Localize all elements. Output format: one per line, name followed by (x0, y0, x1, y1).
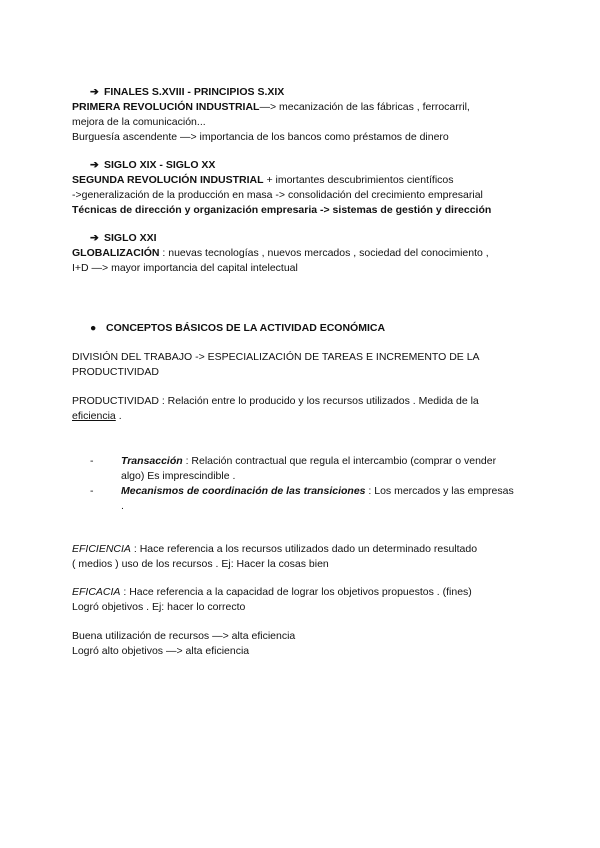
eficiencia-block (72, 542, 532, 572)
list-item (72, 454, 532, 484)
productividad-end: . (115, 410, 122, 422)
list-item (72, 484, 532, 514)
list-item-line (121, 484, 514, 499)
mass-production-line: ->generalización de la producción en masa -> consolidación del crecimiento empresarial (72, 189, 483, 201)
second-revolution-line (72, 173, 532, 188)
section-header-text: FINALES S.XVIII - PRINCIPIOS S.XIX (104, 86, 285, 98)
eficacia-block (72, 585, 532, 615)
arrow-icon: ➔ (90, 86, 99, 98)
eficiencia-desc: : Hace referencia a los recursos utilizados dado un determinado resultado (130, 543, 478, 555)
eficacia-line1 (72, 585, 532, 600)
concepts-title-row (72, 321, 532, 336)
eficiencia-line2: ( medios ) uso de los recursos . Ej: Hacer la cosas bien (72, 558, 329, 570)
section-s21 (72, 231, 532, 276)
section-header-text: SIGLO XXI (104, 232, 157, 244)
summary-line1: Buena utilización de recursos —> alta eficiencia (72, 630, 296, 642)
mecanismos-cont: . (121, 500, 124, 512)
section-s18-s19 (72, 85, 532, 145)
transaccion-cont: algo) Es imprescindible . (121, 470, 236, 482)
term-second-revolution: SEGUNDA REVOLUCIÓN INDUSTRIAL (72, 174, 264, 186)
summary-block (72, 629, 532, 659)
productividad-line2 (72, 409, 532, 424)
term-first-revolution: PRIMERA REVOLUCIÓN INDUSTRIAL (72, 101, 260, 113)
first-revolution-desc: —> mecanización de las fábricas , ferrocarril, (259, 101, 470, 113)
section-header (72, 85, 532, 100)
list-item-content (107, 454, 496, 484)
management-line: Técnicas de dirección y organización empresaria -> sistemas de gestión y dirección (72, 204, 492, 216)
term-transaccion: Transacción (121, 455, 183, 467)
eficiencia-link: eficiencia (72, 410, 116, 422)
productividad-line1: PRODUCTIVIDAD : Relación entre lo producido y los recursos utilizados . Medida de la (72, 395, 479, 407)
transaccion-desc: : Relación contractual que regula el intercambio (comprar o vender (182, 455, 497, 467)
second-revolution-desc: + imortantes descubrimientos científicos (263, 174, 454, 186)
concepts-heading (72, 321, 532, 336)
first-revolution-cont: mejora de la comunicación... (72, 116, 206, 128)
list-item-content (107, 484, 514, 514)
first-revolution-line (72, 100, 532, 115)
bullet-icon: ● (90, 322, 97, 334)
division-line2: PRODUCTIVIDAD (72, 366, 159, 378)
section-header-text: SIGLO XIX - SIGLO XX (104, 159, 216, 171)
globalization-desc: : nuevas tecnologías , nuevos mercados , sociedad del conocimiento , (159, 247, 489, 259)
section-header (72, 158, 532, 173)
burguesia-line: Burguesía ascendente —> importancia de los bancos como préstamos de dinero (72, 131, 449, 143)
concepts-title: CONCEPTOS BÁSICOS DE LA ACTIVIDAD ECONÓMICA (106, 322, 386, 334)
section-s19-s20 (72, 158, 532, 218)
list-item-line (121, 454, 496, 469)
term-mecanismos: Mecanismos de coordinación de las transiciones (121, 485, 366, 497)
dash-list (72, 454, 532, 514)
globalization-line (72, 246, 532, 261)
division-block (72, 350, 532, 380)
productividad-block (72, 394, 532, 424)
dash-marker: - (90, 485, 94, 497)
term-eficiencia: EFICIENCIA (72, 543, 131, 555)
mecanismos-desc: : Los mercados y las empresas (365, 485, 514, 497)
dash-marker: - (90, 455, 94, 467)
arrow-icon: ➔ (90, 159, 99, 171)
eficiencia-line1 (72, 542, 532, 557)
arrow-icon: ➔ (90, 232, 99, 244)
globalization-cont: I+D —> mayor importancia del capital intelectual (72, 262, 298, 274)
term-globalization: GLOBALIZACIÓN (72, 247, 160, 259)
eficacia-desc: : Hace referencia a la capacidad de lograr los objetivos propuestos . (fines) (120, 586, 472, 598)
term-eficacia: EFICACIA (72, 586, 121, 598)
eficacia-line2: Logró objetivos . Ej: hacer lo correcto (72, 601, 246, 613)
section-header (72, 231, 532, 246)
division-line1: DIVISIÓN DEL TRABAJO -> ESPECIALIZACIÓN DE TAREAS E INCREMENTO DE LA (72, 351, 480, 363)
summary-line2: Logró alto objetivos —> alta eficiencia (72, 645, 250, 657)
